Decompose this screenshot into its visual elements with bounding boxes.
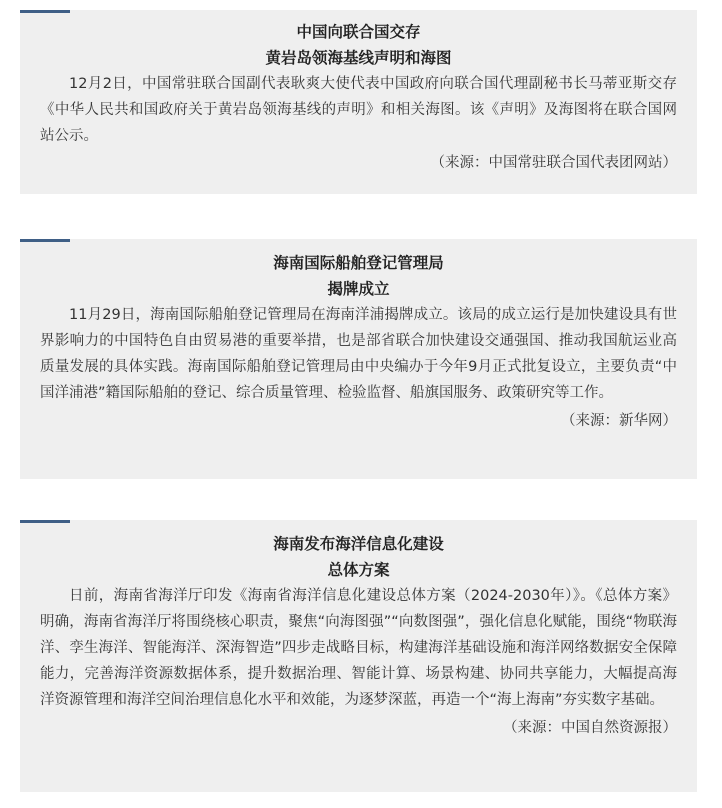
card-title: 海南发布海洋信息化建设 (273, 535, 444, 553)
card-body: 12月2日，中国常驻联合国副代表耿爽大使代表中国政府向联合国代理副秘书长马蒂亚斯交存《中华人民共和国政府关于黄岩岛领海基线的声明》和相关海图。该《声明》及海图将在联合国网站公示。 (40, 76, 677, 144)
card-accent-bar (20, 10, 70, 13)
news-card (20, 520, 697, 792)
card-subtitle: 黄岩岛领海基线声明和海图 (265, 49, 452, 67)
news-card (20, 10, 697, 194)
card-subtitle: 揭牌成立 (327, 280, 390, 298)
card-subtitle: 总体方案 (327, 561, 390, 579)
card-accent-bar (20, 239, 70, 242)
card-title: 中国向联合国交存 (296, 23, 421, 41)
card-accent-bar (20, 520, 70, 523)
card-source: （来源：中国常驻联合国代表团网站） (430, 155, 677, 171)
card-source: （来源：新华网） (561, 413, 677, 429)
card-body: 11月29日，海南国际船舶登记管理局在海南洋浦揭牌成立。该局的成立运行是加快建设具有世界影响力的中国特色自由贸易港的重要举措，也是部省联合加快建设交通强国、推动我国航运业高质量发展的具体实践。海南国际船舶登记管理局由中央编办于今年9月正式批复设立，主要负责“中国洋浦港”籍国际船舶的登记、综合质量管理、检验监督、船旗国服务、政策研究等工作。 (40, 307, 677, 401)
card-body: 日前，海南省海洋厅印发《海南省海洋信息化建设总体方案（2024-2030年）》。《总体方案》明确，海南省海洋厅将围绕核心职责，聚焦“向海图强”“向数图强”，强化信息化赋能，围绕“物联海洋、孪生海洋、智能海洋、深海智造”四步走战略目标，构建海洋基础设施和海洋网络数据安全保障能力，完善海洋资源数据体系，提升数据治理、智能计算、场景构建、协同共享能力，大幅提高海洋资源管理和海洋空间治理信息化水平和效能，为逐梦深蓝，再造一个“海上海南”夯实数字基础。 (40, 588, 677, 708)
card-source: （来源：中国自然资源报） (503, 720, 677, 736)
card-title: 海南国际船舶登记管理局 (273, 254, 444, 272)
news-card (20, 239, 697, 479)
